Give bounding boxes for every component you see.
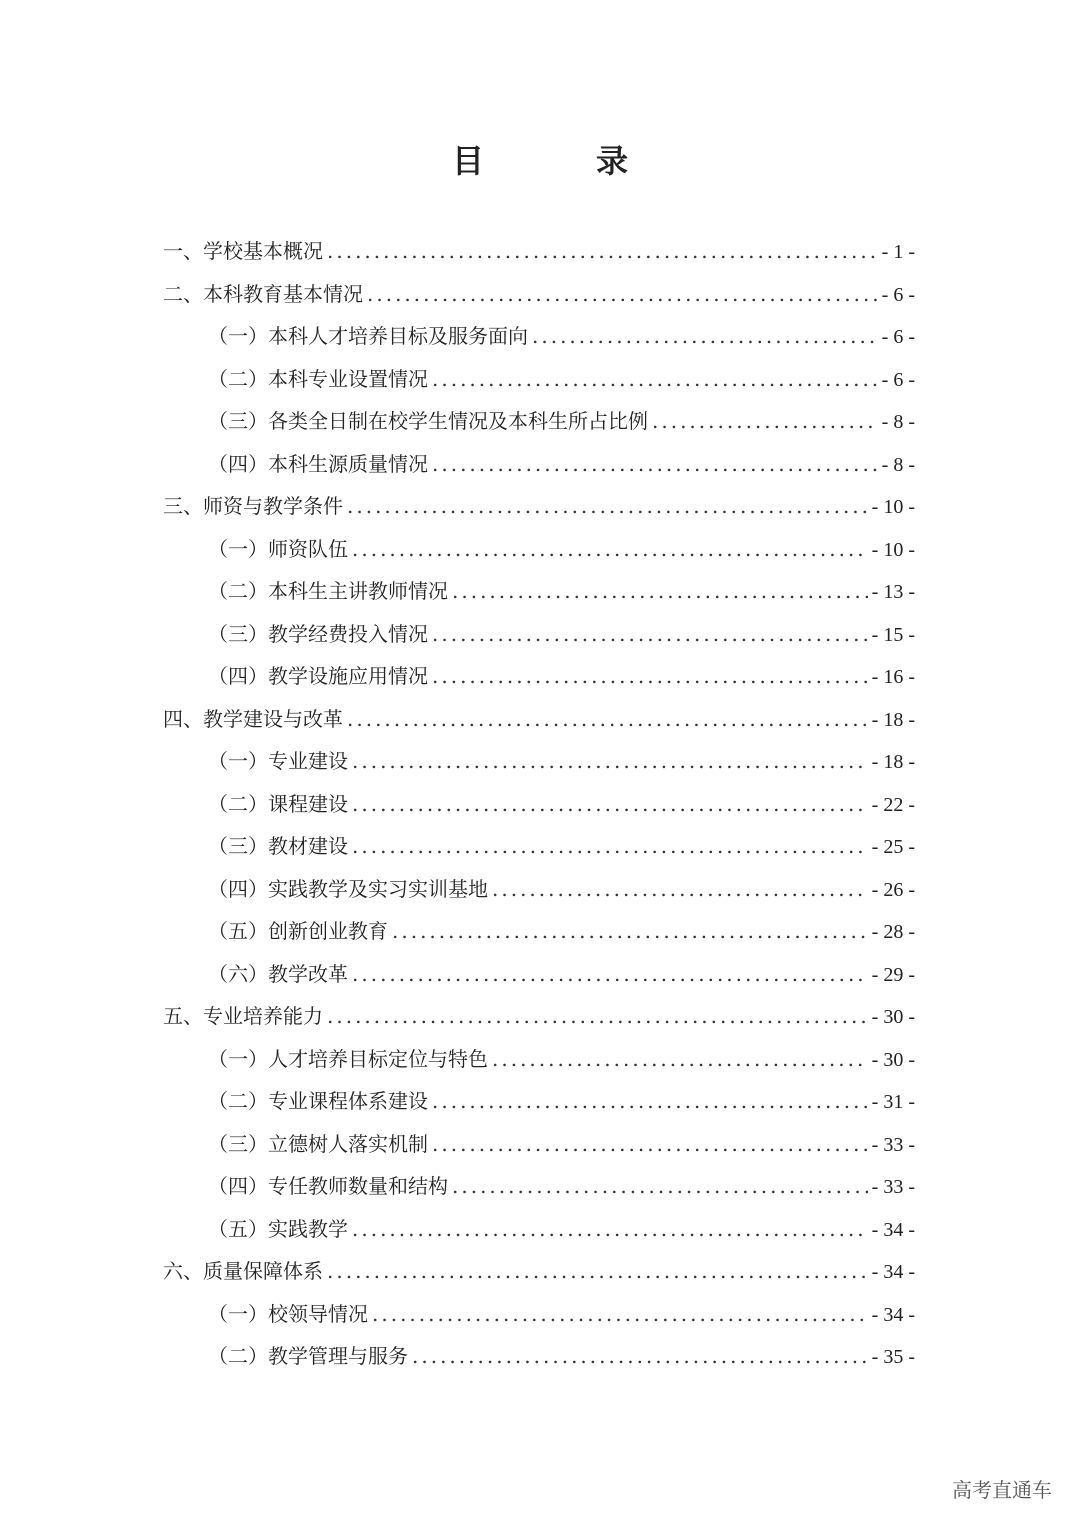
toc-entry-page: - 18 - [871, 708, 915, 731]
toc-entry-page: - 25 - [871, 836, 915, 858]
toc-entry-label: （一）师资队伍 [208, 536, 348, 561]
toc-entry-page: - 30 - [871, 1006, 915, 1028]
toc-entry-page: - 6 - [881, 368, 915, 391]
toc-entry-label: （一）人才培养目标定位与特色 [208, 1046, 488, 1071]
toc-entry-page: - 34 - [871, 1303, 915, 1326]
toc-entry-label: （一）校领导情况 [208, 1301, 368, 1326]
toc-entry-label: 四、教学建设与改革 [163, 706, 343, 731]
watermark: 高考直通车 [952, 1478, 1052, 1502]
toc-entry[interactable] [163, 443, 915, 486]
toc-entry-label: （五）实践教学 [208, 1216, 348, 1241]
toc-entry[interactable] [163, 485, 915, 528]
toc-entry-page: - 33 - [871, 1133, 915, 1156]
toc-entry-page: - 30 - [871, 1048, 915, 1071]
toc-entry[interactable] [163, 868, 915, 911]
toc-entry[interactable] [163, 1165, 915, 1208]
toc-entry-label: （二）教学管理与服务 [208, 1344, 408, 1368]
dot-leader [327, 230, 878, 273]
toc-entry-label: （五）创新创业教育 [208, 919, 388, 943]
toc-entry-page: - 28 - [871, 921, 915, 943]
toc-entry-page: - 26 - [871, 878, 915, 901]
toc-entry-page: - 13 - [871, 581, 915, 603]
dot-leader [492, 1038, 868, 1081]
dot-leader [432, 1080, 868, 1123]
toc-entry-label: 二、本科教育基本情况 [163, 281, 363, 306]
toc-entry[interactable] [163, 1208, 915, 1251]
toc-entry-label: （六）教学改革 [208, 961, 348, 986]
dot-leader [652, 400, 878, 443]
toc-entry-page: - 8 - [881, 411, 915, 433]
toc-entry-label: 六、质量保障体系 [163, 1259, 323, 1283]
dot-leader [367, 273, 878, 316]
dot-leader [432, 1123, 868, 1166]
toc-entry[interactable] [163, 358, 915, 401]
toc-entry[interactable] [163, 1335, 915, 1378]
toc-entry[interactable] [163, 570, 915, 613]
toc-entry-label: （三）教学经费投入情况 [208, 621, 428, 646]
dot-leader [352, 825, 868, 868]
toc-entry[interactable] [163, 1293, 915, 1336]
toc-entry-page: - 33 - [871, 1176, 915, 1198]
dot-leader [327, 1250, 868, 1293]
dot-leader [347, 698, 868, 741]
toc-entry-label: （一）专业建设 [208, 749, 348, 773]
dot-leader [352, 740, 868, 783]
toc-entry-label: （四）教学设施应用情况 [208, 664, 428, 688]
toc-entry-label: （三）立德树人落实机制 [208, 1131, 428, 1156]
toc-entry-page: - 15 - [871, 623, 915, 646]
table-of-contents [163, 230, 915, 1378]
toc-entry[interactable] [163, 953, 915, 996]
toc-entry[interactable] [163, 230, 915, 273]
toc-entry[interactable] [163, 698, 915, 741]
dot-leader [412, 1335, 868, 1378]
toc-entry[interactable] [163, 1080, 915, 1123]
toc-entry-label: （二）专业课程体系建设 [208, 1089, 428, 1113]
toc-entry-label: （三）教材建设 [208, 834, 348, 858]
dot-leader [532, 315, 878, 358]
toc-entry[interactable] [163, 273, 915, 316]
toc-entry-page: - 10 - [871, 496, 915, 518]
toc-entry-page: - 6 - [881, 326, 915, 348]
toc-entry[interactable] [163, 655, 915, 698]
toc-entry-page: - 10 - [871, 538, 915, 561]
toc-entry-label: （四）专任教师数量和结构 [208, 1174, 448, 1198]
toc-entry[interactable] [163, 613, 915, 656]
dot-leader [432, 655, 868, 698]
toc-entry-page: - 34 - [871, 1218, 915, 1241]
toc-entry-label: （二）本科生主讲教师情况 [208, 579, 448, 603]
dot-leader [452, 570, 868, 613]
toc-entry-page: - 31 - [871, 1091, 915, 1113]
dot-leader [432, 613, 868, 656]
toc-entry-page: - 1 - [881, 241, 915, 263]
toc-entry[interactable] [163, 740, 915, 783]
toc-entry-page: - 18 - [871, 751, 915, 773]
toc-entry[interactable] [163, 1250, 915, 1293]
toc-entry[interactable] [163, 1123, 915, 1166]
toc-entry-label: （四）实践教学及实习实训基地 [208, 876, 488, 901]
toc-entry-label: 五、专业培养能力 [163, 1004, 323, 1028]
page-title: 目 录 [451, 142, 668, 180]
toc-entry-page: - 35 - [871, 1346, 915, 1368]
toc-entry-label: 三、师资与教学条件 [163, 494, 343, 518]
toc-entry[interactable] [163, 400, 915, 443]
dot-leader [372, 1293, 868, 1336]
dot-leader [327, 995, 868, 1038]
toc-entry-page: - 6 - [881, 283, 915, 306]
dot-leader [352, 1208, 868, 1251]
dot-leader [432, 358, 878, 401]
toc-entry[interactable] [163, 910, 915, 953]
toc-entry[interactable] [163, 1038, 915, 1081]
toc-entry[interactable] [163, 995, 915, 1038]
toc-entry-label: （四）本科生源质量情况 [208, 451, 428, 476]
toc-entry[interactable] [163, 783, 915, 826]
dot-leader [432, 443, 878, 486]
toc-entry-label: （三）各类全日制在校学生情况及本科生所占比例 [208, 409, 648, 433]
dot-leader [352, 528, 868, 571]
toc-entry-page: - 34 - [871, 1261, 915, 1283]
toc-entry-label: （一）本科人才培养目标及服务面向 [208, 324, 528, 348]
toc-entry[interactable] [163, 528, 915, 571]
dot-leader [492, 868, 868, 911]
toc-entry-label: 一、学校基本概况 [163, 239, 323, 263]
dot-leader [352, 953, 868, 996]
dot-leader [392, 910, 868, 953]
toc-entry[interactable] [163, 315, 915, 358]
dot-leader [452, 1165, 868, 1208]
dot-leader [347, 485, 868, 528]
toc-entry-page: - 8 - [881, 453, 915, 476]
toc-entry-page: - 16 - [871, 666, 915, 688]
toc-entry-page: - 22 - [871, 793, 915, 816]
toc-entry-label: （二）课程建设 [208, 791, 348, 816]
toc-entry-label: （二）本科专业设置情况 [208, 366, 428, 391]
toc-entry-page: - 29 - [871, 963, 915, 986]
toc-entry[interactable] [163, 825, 915, 868]
dot-leader [352, 783, 868, 826]
